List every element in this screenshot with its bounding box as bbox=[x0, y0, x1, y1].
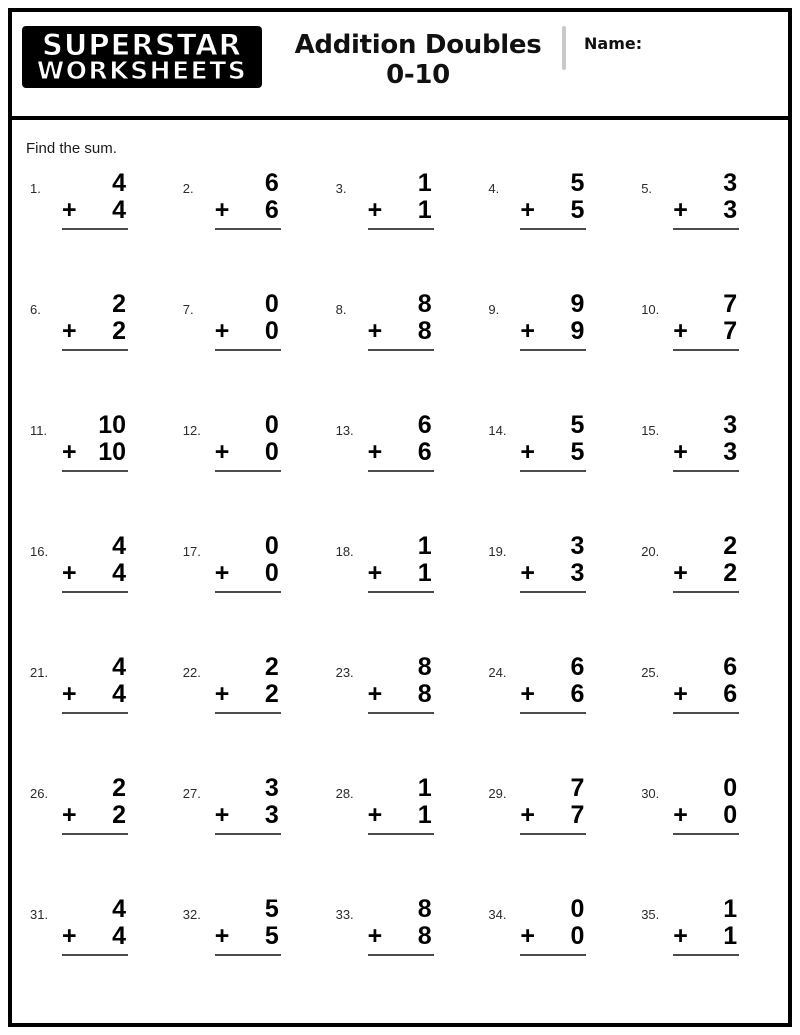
problem-item bbox=[18, 166, 171, 287]
problem-item bbox=[476, 408, 629, 529]
plus-icon: + bbox=[62, 680, 77, 708]
addend-top: 8 bbox=[417, 290, 432, 318]
plus-icon: + bbox=[367, 317, 383, 345]
problem-stack bbox=[209, 412, 287, 472]
addend-top: 6 bbox=[417, 411, 432, 439]
problem-number: 29. bbox=[488, 786, 507, 801]
addend-bottom: 10 bbox=[98, 438, 126, 466]
answer-rule[interactable] bbox=[215, 591, 281, 593]
plus-icon: + bbox=[62, 196, 77, 224]
plus-icon: + bbox=[673, 317, 688, 345]
problem-number: 11. bbox=[30, 423, 48, 438]
problem-item bbox=[629, 892, 782, 1013]
addend-bottom-row bbox=[514, 439, 592, 466]
addend-bottom: 4 bbox=[112, 559, 126, 587]
addend-bottom-row bbox=[56, 318, 134, 345]
problem-number: 2. bbox=[182, 181, 194, 196]
answer-rule[interactable] bbox=[520, 228, 586, 230]
problem-number: 15. bbox=[641, 423, 660, 438]
addend-bottom-row bbox=[514, 802, 592, 829]
problem-item bbox=[476, 529, 629, 650]
plus-icon: + bbox=[214, 801, 230, 829]
problem-item bbox=[18, 771, 171, 892]
problem-item bbox=[629, 166, 782, 287]
addend-bottom-row bbox=[56, 802, 134, 829]
addend-bottom-row bbox=[362, 318, 440, 345]
problem-number: 28. bbox=[335, 786, 354, 801]
addend-bottom-row bbox=[56, 923, 134, 950]
addend-bottom: 0 bbox=[264, 317, 279, 345]
problem-stack bbox=[667, 654, 745, 714]
problem-stack bbox=[56, 654, 134, 714]
problem-number: 20. bbox=[641, 544, 660, 559]
problem-stack bbox=[209, 654, 287, 714]
plus-icon: + bbox=[673, 922, 688, 950]
problem-number: 22. bbox=[182, 665, 201, 680]
problem-item bbox=[629, 287, 782, 408]
addend-bottom-row bbox=[209, 923, 287, 950]
plus-icon: + bbox=[367, 801, 383, 829]
header-divider bbox=[562, 26, 566, 70]
problem-item bbox=[629, 408, 782, 529]
addend-bottom: 7 bbox=[570, 801, 585, 829]
problem-number: 16. bbox=[30, 544, 49, 559]
addend-bottom: 0 bbox=[570, 922, 585, 950]
plus-icon: + bbox=[62, 317, 77, 345]
problem-number: 8. bbox=[335, 302, 347, 317]
addend-top: 5 bbox=[570, 169, 585, 197]
addend-bottom: 4 bbox=[112, 196, 126, 224]
addend-top: 1 bbox=[417, 774, 432, 802]
problem-item bbox=[629, 771, 782, 892]
addend-bottom-row bbox=[667, 681, 745, 708]
problem-number: 19. bbox=[488, 544, 507, 559]
problem-number: 31. bbox=[30, 907, 49, 922]
answer-rule[interactable] bbox=[215, 954, 281, 956]
problem-number: 12. bbox=[182, 423, 201, 438]
problem-stack bbox=[667, 775, 745, 835]
addend-bottom: 8 bbox=[417, 922, 432, 950]
addend-bottom-row bbox=[209, 197, 287, 224]
problem-stack bbox=[56, 775, 134, 835]
problem-stack bbox=[56, 170, 134, 230]
problem-stack bbox=[209, 533, 287, 593]
addend-bottom-row bbox=[362, 197, 440, 224]
addend-bottom-row bbox=[209, 802, 287, 829]
answer-rule[interactable] bbox=[673, 349, 739, 351]
addend-top: 0 bbox=[570, 895, 585, 923]
addend-bottom: 3 bbox=[570, 559, 585, 587]
addend-bottom-row bbox=[209, 560, 287, 587]
addend-top: 1 bbox=[723, 895, 738, 923]
addend-top: 0 bbox=[264, 532, 279, 560]
problem-stack bbox=[56, 533, 134, 593]
problem-stack bbox=[362, 775, 440, 835]
plus-icon: + bbox=[214, 680, 230, 708]
addend-bottom: 1 bbox=[417, 801, 432, 829]
worksheet-title-line-2: 0-10 bbox=[386, 60, 450, 91]
problem-number: 13. bbox=[335, 423, 354, 438]
addend-top: 10 bbox=[98, 411, 126, 439]
problem-stack bbox=[514, 896, 592, 956]
problem-item bbox=[171, 408, 324, 529]
addend-bottom: 3 bbox=[723, 196, 738, 224]
addend-bottom-row bbox=[514, 197, 592, 224]
addend-top: 0 bbox=[723, 774, 738, 802]
addend-top: 0 bbox=[264, 290, 279, 318]
plus-icon: + bbox=[62, 922, 77, 950]
answer-rule[interactable] bbox=[62, 954, 128, 956]
problem-item bbox=[476, 771, 629, 892]
problem-item bbox=[324, 771, 477, 892]
problem-number: 9. bbox=[488, 302, 500, 317]
problem-number: 24. bbox=[488, 665, 507, 680]
answer-rule[interactable] bbox=[520, 712, 586, 714]
problem-stack bbox=[209, 896, 287, 956]
problem-item bbox=[18, 287, 171, 408]
answer-rule[interactable] bbox=[62, 833, 128, 835]
answer-rule[interactable] bbox=[368, 954, 434, 956]
problem-stack bbox=[362, 412, 440, 472]
addend-bottom: 0 bbox=[264, 438, 279, 466]
addend-bottom-row bbox=[56, 681, 134, 708]
plus-icon: + bbox=[62, 438, 77, 466]
problem-number: 14. bbox=[488, 423, 507, 438]
addend-top: 5 bbox=[570, 411, 585, 439]
problem-stack bbox=[56, 412, 134, 472]
addend-bottom: 5 bbox=[570, 438, 585, 466]
answer-rule[interactable] bbox=[215, 833, 281, 835]
problem-stack bbox=[56, 291, 134, 351]
answer-rule[interactable] bbox=[368, 591, 434, 593]
problem-stack bbox=[514, 654, 592, 714]
answer-rule[interactable] bbox=[62, 591, 128, 593]
addend-top: 2 bbox=[264, 653, 279, 681]
plus-icon: + bbox=[520, 922, 535, 950]
addend-top: 3 bbox=[723, 411, 738, 439]
addend-bottom: 9 bbox=[570, 317, 585, 345]
addend-bottom: 2 bbox=[112, 801, 126, 829]
addend-bottom-row bbox=[514, 923, 592, 950]
problem-stack bbox=[362, 654, 440, 714]
addend-bottom-row bbox=[56, 560, 134, 587]
answer-rule[interactable] bbox=[673, 470, 739, 472]
answer-rule[interactable] bbox=[673, 712, 739, 714]
problem-item bbox=[629, 650, 782, 771]
answer-rule[interactable] bbox=[673, 833, 739, 835]
addend-bottom-row bbox=[667, 197, 745, 224]
problem-stack bbox=[514, 412, 592, 472]
addend-bottom-row bbox=[209, 439, 287, 466]
addend-bottom-row bbox=[362, 802, 440, 829]
plus-icon: + bbox=[367, 559, 383, 587]
problem-item bbox=[476, 287, 629, 408]
addend-top: 2 bbox=[112, 774, 126, 802]
problem-stack bbox=[667, 896, 745, 956]
addend-top: 4 bbox=[112, 532, 126, 560]
addend-bottom: 1 bbox=[417, 196, 432, 224]
answer-rule[interactable] bbox=[62, 349, 128, 351]
answer-rule[interactable] bbox=[215, 470, 281, 472]
addend-bottom-row bbox=[514, 560, 592, 587]
problem-number: 10. bbox=[641, 302, 660, 317]
plus-icon: + bbox=[214, 317, 230, 345]
addend-top: 4 bbox=[112, 169, 126, 197]
worksheet-page bbox=[8, 8, 792, 1027]
plus-icon: + bbox=[520, 438, 535, 466]
problem-stack bbox=[514, 533, 592, 593]
answer-rule[interactable] bbox=[368, 470, 434, 472]
problem-item bbox=[18, 892, 171, 1013]
answer-rule[interactable] bbox=[673, 591, 739, 593]
logo-line-2: WORKSHEETS bbox=[36, 55, 248, 85]
addend-bottom-row bbox=[667, 560, 745, 587]
answer-rule[interactable] bbox=[62, 228, 128, 230]
problem-item bbox=[324, 287, 477, 408]
addend-bottom: 6 bbox=[570, 680, 585, 708]
problem-number: 34. bbox=[488, 907, 507, 922]
answer-rule[interactable] bbox=[673, 954, 739, 956]
problem-number: 17. bbox=[182, 544, 201, 559]
answer-rule[interactable] bbox=[520, 591, 586, 593]
addend-top: 2 bbox=[723, 532, 738, 560]
addend-bottom: 1 bbox=[417, 559, 432, 587]
plus-icon: + bbox=[673, 196, 688, 224]
problem-number: 30. bbox=[641, 786, 660, 801]
plus-icon: + bbox=[673, 801, 688, 829]
addend-bottom-row bbox=[362, 923, 440, 950]
problem-number: 26. bbox=[30, 786, 49, 801]
name-label: Name: bbox=[584, 34, 643, 53]
problem-number: 7. bbox=[182, 302, 194, 317]
addend-bottom: 2 bbox=[723, 559, 738, 587]
problem-number: 32. bbox=[182, 907, 201, 922]
addend-top: 4 bbox=[112, 895, 126, 923]
problem-stack bbox=[514, 775, 592, 835]
answer-rule[interactable] bbox=[215, 349, 281, 351]
plus-icon: + bbox=[520, 801, 535, 829]
addend-bottom: 5 bbox=[570, 196, 585, 224]
plus-icon: + bbox=[214, 438, 230, 466]
answer-rule[interactable] bbox=[62, 712, 128, 714]
addend-bottom-row bbox=[56, 197, 134, 224]
answer-rule[interactable] bbox=[520, 833, 586, 835]
plus-icon: + bbox=[214, 196, 230, 224]
addend-bottom: 7 bbox=[723, 317, 738, 345]
problem-number: 35. bbox=[641, 907, 660, 922]
problem-number: 27. bbox=[182, 786, 201, 801]
addend-bottom-row bbox=[362, 681, 440, 708]
addend-bottom: 8 bbox=[417, 317, 432, 345]
problem-item bbox=[171, 892, 324, 1013]
addend-top: 8 bbox=[417, 653, 432, 681]
plus-icon: + bbox=[520, 559, 535, 587]
addend-top: 2 bbox=[112, 290, 126, 318]
worksheet-title bbox=[274, 30, 562, 90]
answer-rule[interactable] bbox=[520, 349, 586, 351]
problem-number: 33. bbox=[335, 907, 354, 922]
addend-top: 8 bbox=[417, 895, 432, 923]
addend-bottom: 3 bbox=[264, 801, 279, 829]
answer-rule[interactable] bbox=[368, 833, 434, 835]
addend-top: 3 bbox=[723, 169, 738, 197]
addend-bottom: 0 bbox=[264, 559, 279, 587]
problem-item bbox=[171, 166, 324, 287]
addend-bottom: 0 bbox=[723, 801, 738, 829]
addend-top: 1 bbox=[417, 532, 432, 560]
logo-line-1: SUPERSTAR bbox=[41, 28, 243, 63]
problem-item bbox=[324, 166, 477, 287]
plus-icon: + bbox=[367, 680, 383, 708]
addend-top: 1 bbox=[417, 169, 432, 197]
plus-icon: + bbox=[62, 559, 77, 587]
problem-number: 5. bbox=[641, 181, 653, 196]
addend-top: 7 bbox=[570, 774, 585, 802]
plus-icon: + bbox=[214, 922, 230, 950]
addend-bottom-row bbox=[667, 802, 745, 829]
addend-top: 3 bbox=[264, 774, 279, 802]
addend-bottom: 8 bbox=[417, 680, 432, 708]
plus-icon: + bbox=[673, 438, 688, 466]
problem-grid bbox=[18, 166, 782, 1013]
worksheet-title-line-1: Addition Doubles bbox=[294, 30, 542, 60]
plus-icon: + bbox=[520, 196, 535, 224]
problem-stack bbox=[514, 291, 592, 351]
addend-bottom-row bbox=[514, 681, 592, 708]
problem-number: 6. bbox=[30, 302, 41, 317]
addend-bottom: 3 bbox=[723, 438, 738, 466]
answer-rule[interactable] bbox=[215, 712, 281, 714]
plus-icon: + bbox=[367, 438, 383, 466]
addend-bottom: 6 bbox=[264, 196, 279, 224]
problem-item bbox=[18, 408, 171, 529]
superstar-worksheets-logo bbox=[22, 26, 262, 88]
problem-number: 23. bbox=[335, 665, 354, 680]
problem-stack bbox=[56, 896, 134, 956]
addend-bottom-row bbox=[514, 318, 592, 345]
problem-stack bbox=[209, 170, 287, 230]
problem-number: 4. bbox=[488, 181, 500, 196]
problem-stack bbox=[667, 533, 745, 593]
answer-rule[interactable] bbox=[368, 228, 434, 230]
addend-bottom: 2 bbox=[112, 317, 126, 345]
problem-item bbox=[171, 287, 324, 408]
problem-item bbox=[324, 529, 477, 650]
problem-item bbox=[324, 408, 477, 529]
answer-rule[interactable] bbox=[215, 228, 281, 230]
problem-item bbox=[324, 650, 477, 771]
answer-rule[interactable] bbox=[673, 228, 739, 230]
plus-icon: + bbox=[520, 317, 535, 345]
problem-stack bbox=[362, 170, 440, 230]
problem-item bbox=[18, 650, 171, 771]
problem-stack bbox=[209, 291, 287, 351]
problem-item bbox=[324, 892, 477, 1013]
problem-stack bbox=[667, 412, 745, 472]
addend-top: 6 bbox=[264, 169, 279, 197]
problem-item bbox=[171, 529, 324, 650]
plus-icon: + bbox=[214, 559, 230, 587]
addend-top: 0 bbox=[264, 411, 279, 439]
addend-top: 6 bbox=[723, 653, 738, 681]
answer-rule[interactable] bbox=[368, 712, 434, 714]
problem-number: 3. bbox=[335, 181, 347, 196]
problem-item bbox=[18, 529, 171, 650]
problem-stack bbox=[514, 170, 592, 230]
problem-item bbox=[476, 650, 629, 771]
answer-rule[interactable] bbox=[62, 470, 128, 472]
addend-bottom-row bbox=[209, 681, 287, 708]
answer-rule[interactable] bbox=[368, 349, 434, 351]
problem-number: 18. bbox=[335, 544, 354, 559]
addend-bottom: 6 bbox=[417, 438, 432, 466]
problem-stack bbox=[362, 896, 440, 956]
addend-bottom: 6 bbox=[723, 680, 738, 708]
problem-stack bbox=[362, 291, 440, 351]
plus-icon: + bbox=[673, 680, 688, 708]
answer-rule[interactable] bbox=[520, 470, 586, 472]
addend-bottom: 4 bbox=[112, 922, 126, 950]
addend-bottom: 1 bbox=[723, 922, 738, 950]
plus-icon: + bbox=[62, 801, 77, 829]
plus-icon: + bbox=[520, 680, 535, 708]
addend-top: 3 bbox=[570, 532, 585, 560]
problem-number: 1. bbox=[30, 181, 41, 196]
problem-item bbox=[476, 892, 629, 1013]
addend-top: 7 bbox=[723, 290, 738, 318]
worksheet-header bbox=[12, 12, 788, 120]
addend-bottom: 4 bbox=[112, 680, 126, 708]
addend-top: 6 bbox=[570, 653, 585, 681]
answer-rule[interactable] bbox=[520, 954, 586, 956]
problem-item bbox=[476, 166, 629, 287]
problem-stack bbox=[667, 170, 745, 230]
plus-icon: + bbox=[367, 196, 383, 224]
problem-stack bbox=[209, 775, 287, 835]
addend-bottom: 5 bbox=[264, 922, 279, 950]
plus-icon: + bbox=[673, 559, 688, 587]
addend-bottom-row bbox=[56, 439, 134, 466]
addend-bottom: 2 bbox=[264, 680, 279, 708]
addend-top: 5 bbox=[264, 895, 279, 923]
addend-bottom-row bbox=[362, 439, 440, 466]
problem-stack bbox=[362, 533, 440, 593]
instruction-text: Find the sum. bbox=[26, 140, 117, 157]
addend-top: 4 bbox=[112, 653, 126, 681]
addend-bottom-row bbox=[667, 439, 745, 466]
problem-number: 25. bbox=[641, 665, 660, 680]
addend-bottom-row bbox=[667, 318, 745, 345]
problem-item bbox=[629, 529, 782, 650]
problem-stack bbox=[667, 291, 745, 351]
addend-bottom-row bbox=[667, 923, 745, 950]
problem-item bbox=[171, 771, 324, 892]
problem-item bbox=[171, 650, 324, 771]
addend-bottom-row bbox=[209, 318, 287, 345]
addend-bottom-row bbox=[362, 560, 440, 587]
addend-top: 9 bbox=[570, 290, 585, 318]
problem-number: 21. bbox=[30, 665, 49, 680]
plus-icon: + bbox=[367, 922, 383, 950]
